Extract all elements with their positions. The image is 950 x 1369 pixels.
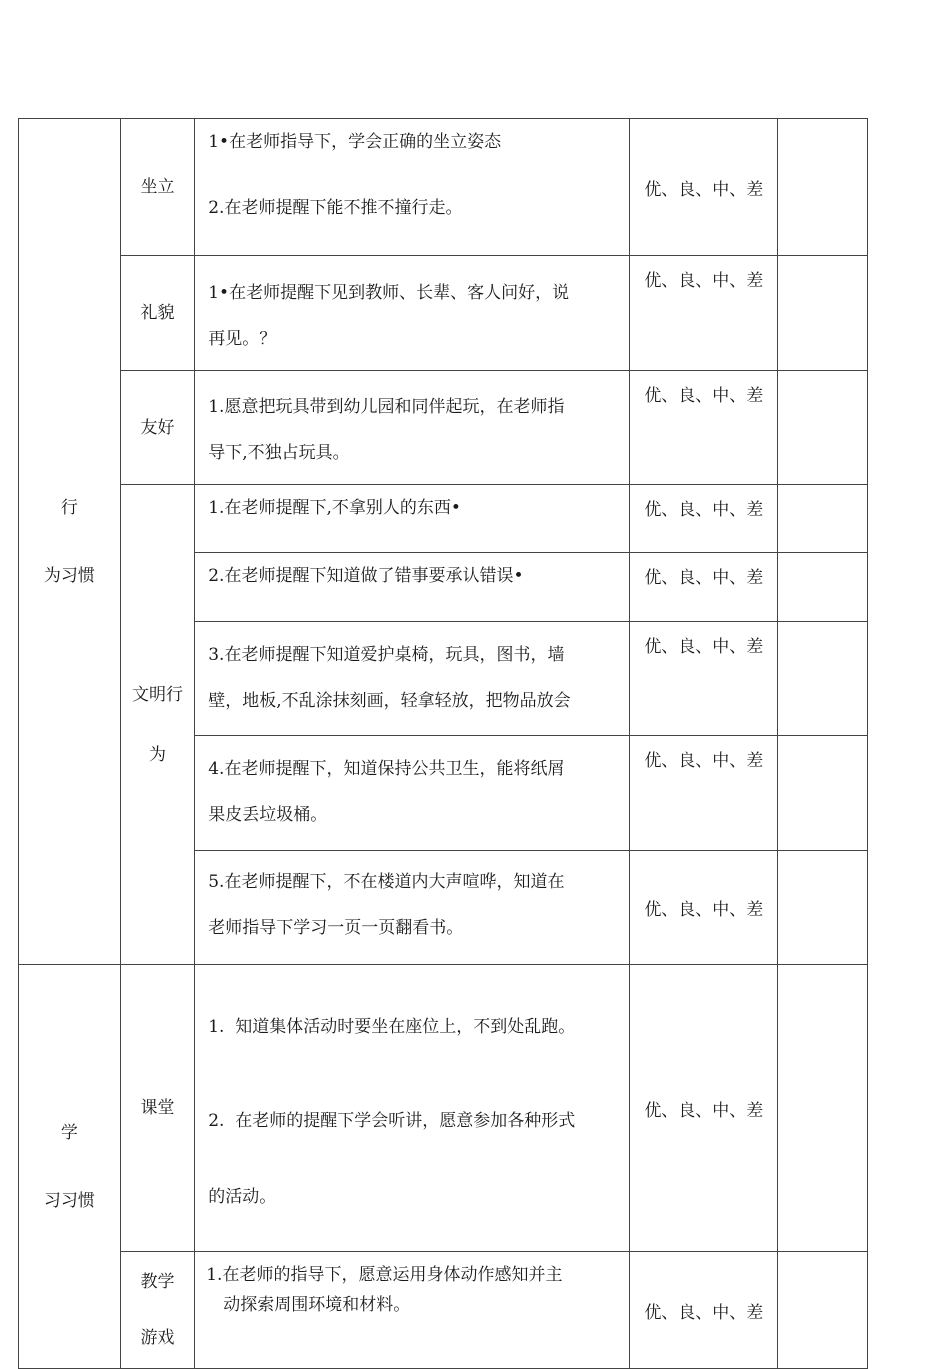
criteria-text: 1.在老师提醒下,不拿别人的东西• [208,498,461,518]
criteria-text: 动探索周围环境和材料。 [223,1295,411,1315]
criteria-cell [195,485,630,553]
category-label: 习习惯 [43,1190,95,1211]
subcategory-label: 友好 [140,417,175,438]
subcategory-label: 教学 [140,1272,175,1292]
category-label: 为习惯 [43,565,95,586]
criteria-text: 1. 知道集体活动时要坐在座位上，不到处乱跑。 [208,1017,576,1037]
criteria-text: 再见。？ [208,329,277,349]
subcategory-civilized-behavior [120,485,195,965]
subcategory-label: 为 [148,744,166,765]
score-cell [778,371,868,485]
criteria-text: 老师指导下学习一页一页翻看书。 [208,918,464,938]
category-behavior-habits [19,119,121,965]
criteria-text: 1.在老师的指导下，愿意运用身体动作感知并主 [206,1265,563,1285]
subcategory-label: 文明行 [131,684,183,705]
criteria-text: 1.愿意把玩具带到幼儿园和同伴起玩，在老师指 [208,397,565,417]
table-row [19,119,868,256]
grade-scale: 优、良、中、差 [630,851,778,965]
criteria-cell [195,119,630,256]
table-row [19,485,868,553]
subcategory-sitting [120,119,195,256]
criteria-cell [195,553,630,622]
subcategory-classroom [120,965,195,1252]
table-row [19,965,868,1252]
score-cell [778,965,868,1252]
criteria-cell [195,622,630,736]
score-cell [778,119,868,256]
score-cell [778,256,868,371]
subcategory-teaching-games [120,1252,195,1369]
criteria-text: 1•在老师提醒下见到教师、长辈、客人问好，说 [208,283,570,303]
criteria-text: 4.在老师提醒下，知道保持公共卫生，能将纸屑 [208,759,565,779]
grade-scale: 优、良、中、差 [630,119,778,256]
grade-scale: 优、良、中、差 [630,371,778,485]
score-cell [778,553,868,622]
criteria-text: 1•在老师指导下，学会正确的坐立姿态 [208,132,502,152]
criteria-cell [195,965,630,1252]
criteria-text: 导下,不独占玩具。 [208,443,350,463]
grade-scale: 优、良、中、差 [630,1252,778,1369]
table-row [19,1252,868,1369]
criteria-cell [195,371,630,485]
table-row [19,371,868,485]
category-label: 行 [60,497,78,518]
subcategory-label: 游戏 [140,1328,175,1348]
score-cell [778,485,868,553]
grade-scale: 优、良、中、差 [630,553,778,622]
evaluation-table [18,118,868,1369]
subcategory-friendly [120,371,195,485]
grade-scale: 优、良、中、差 [630,622,778,736]
subcategory-label: 课堂 [140,1098,175,1118]
grade-scale: 优、良、中、差 [630,736,778,851]
score-cell [778,851,868,965]
criteria-cell [195,256,630,371]
criteria-text: 果皮丢垃圾桶。 [208,805,328,825]
table-row [19,256,868,371]
subcategory-label: 坐立 [140,177,175,197]
criteria-text: 2.在老师提醒下知道做了错事要承认错误• [208,566,524,586]
criteria-cell [195,736,630,851]
score-cell [778,1252,868,1369]
criteria-text: 5.在老师提醒下，不在楼道内大声喧哗，知道在 [208,872,565,892]
criteria-text: 3.在老师提醒下知道爱护桌椅，玩具，图书，墙 [208,645,565,665]
criteria-cell [195,1252,630,1369]
criteria-text: 2.在老师提醒下能不推不撞行走。 [208,198,463,218]
category-study-habits [19,965,121,1369]
score-cell [778,736,868,851]
subcategory-label: 礼貌 [140,303,175,323]
criteria-cell [195,851,630,965]
criteria-text: 壁，地板,不乱涂抹刻画，轻拿轻放，把物品放会 [208,691,571,711]
subcategory-manners [120,256,195,371]
grade-scale: 优、良、中、差 [630,256,778,371]
category-label: 学 [60,1122,78,1143]
grade-scale: 优、良、中、差 [630,485,778,553]
criteria-text: 2. 在老师的提醒下学会听讲，愿意参加各种形式 [208,1111,576,1131]
criteria-text: 的活动。 [208,1187,277,1207]
score-cell [778,622,868,736]
grade-scale: 优、良、中、差 [630,965,778,1252]
